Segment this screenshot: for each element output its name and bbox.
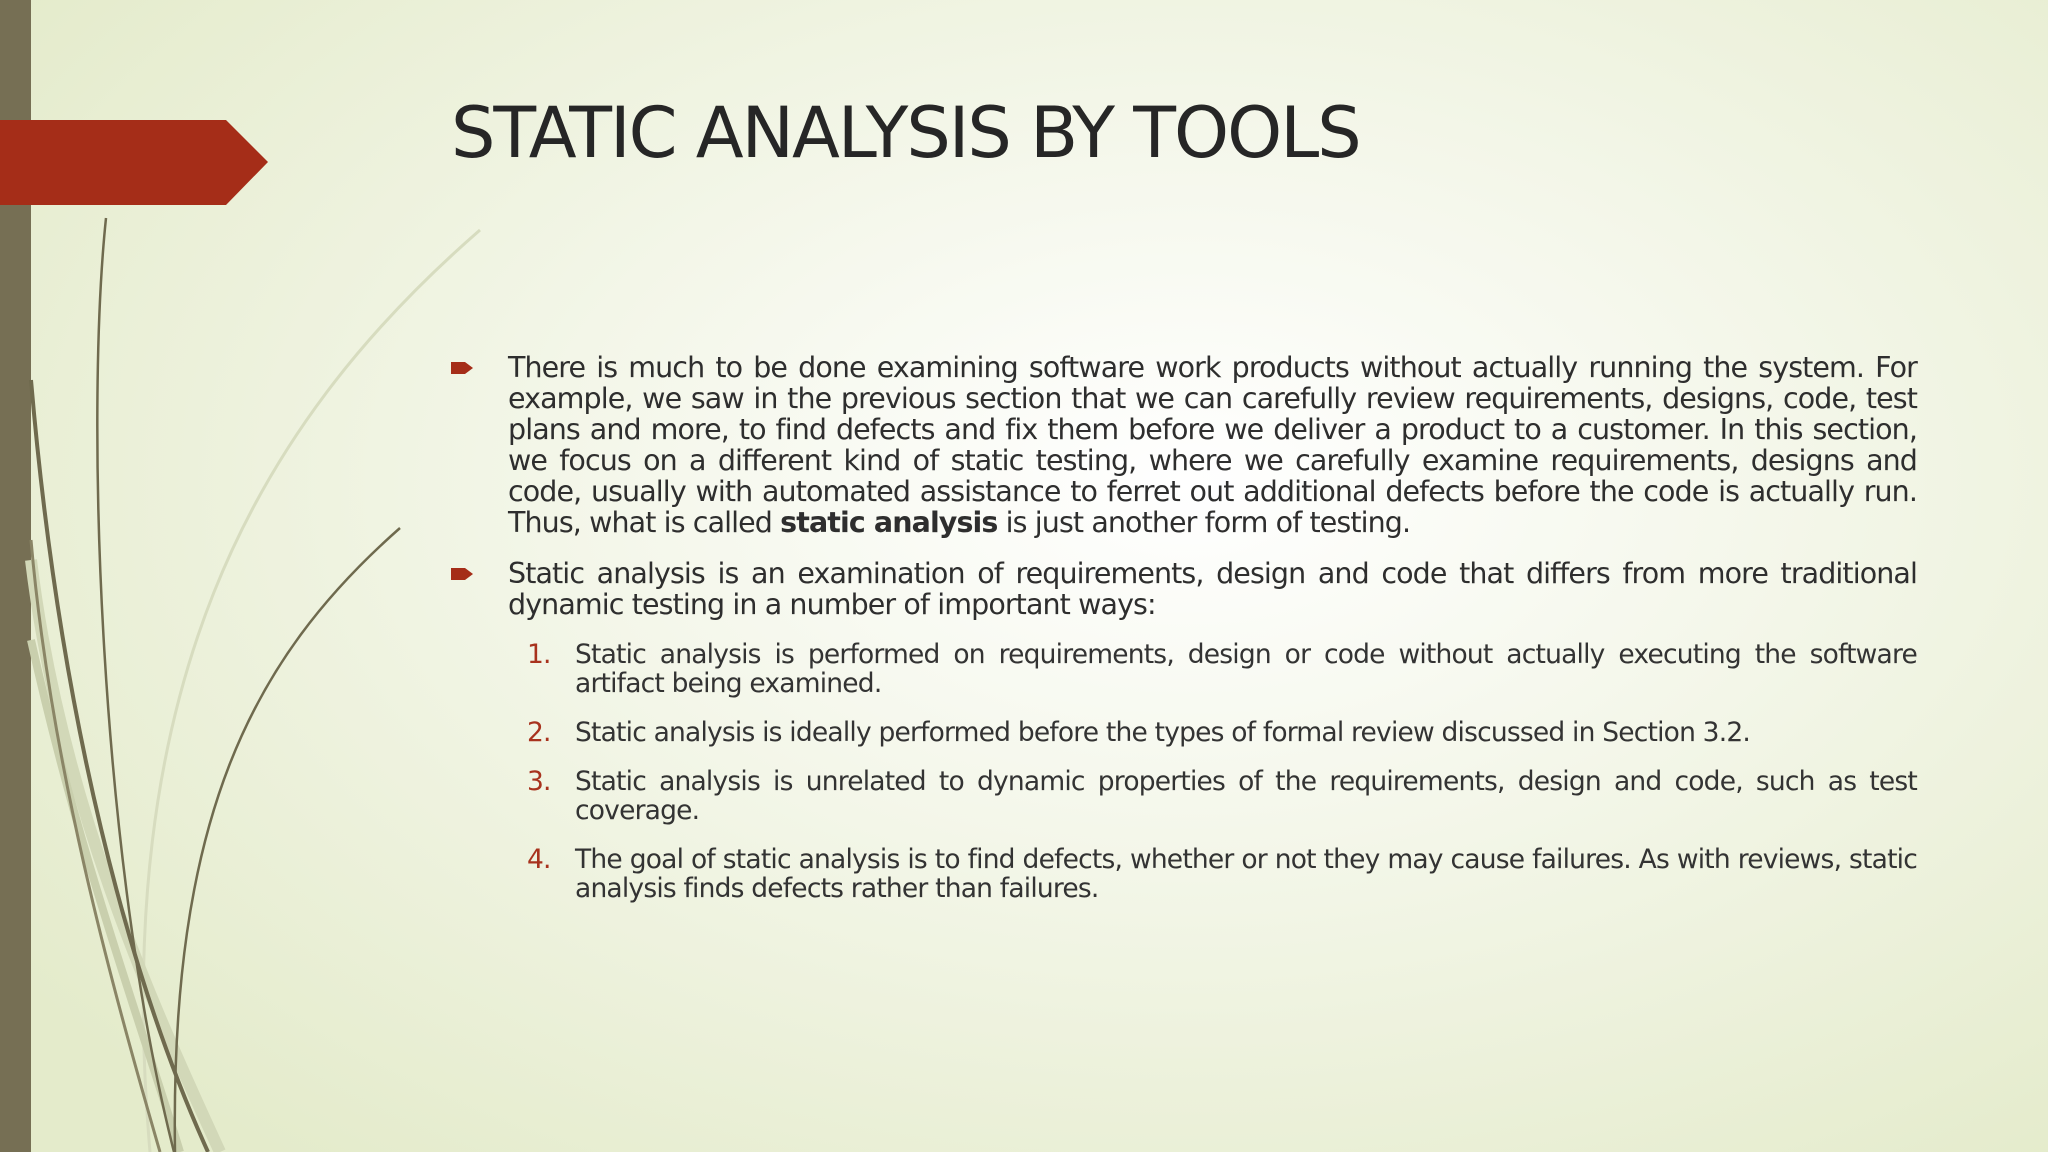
list-item (451, 640, 1917, 698)
list-item (451, 767, 1917, 825)
bullet-item (451, 352, 1917, 538)
numbered-list (451, 640, 1917, 903)
decorative-swooshes (0, 0, 520, 1152)
list-item-text: The goal of static analysis is to find defects, whether or not they may cause failures. As with reviews, static analysis finds defects rather than failures. (575, 844, 1917, 904)
list-item-text: Static analysis is unrelated to dynamic properties of the requirements, design and code, such as test coverage. (575, 766, 1917, 826)
arrow-bullet-icon (451, 567, 475, 581)
bullet-text: Static analysis is an examination of requirements, design and code that differs from more traditional dynamic testing in a number of important ways: (508, 557, 1917, 621)
list-item (451, 845, 1917, 903)
list-item-text: Static analysis is performed on requirements, design or code without actually executing the software artifact being examined. (575, 639, 1917, 699)
slide-body (451, 352, 1917, 923)
list-number: 2. (527, 717, 551, 748)
bullet-text-end: is just another form of testing. (997, 506, 1411, 539)
arrow-bullet-icon (451, 361, 475, 375)
list-item-text: Static analysis is ideally performed before the types of formal review discussed in Section 3.2. (575, 717, 1751, 748)
list-number: 1. (527, 639, 551, 670)
list-number: 3. (527, 766, 551, 797)
bullet-text: There is much to be done examining software work products without actually running the system. For example, we saw in the previous section that we can carefully review requirements, designs, code, test plans and more, to find defects and fix them before we deliver a product to a customer. In this section, we focus on a different kind of static testing, where we carefully examine requirements, designs and code, usually with automated assistance to ferret out additional defects before the code is actually run. Thus, what is called (508, 351, 1917, 539)
bullet-bold-term: static analysis (780, 506, 998, 539)
list-item (451, 718, 1917, 747)
accent-arrow-tab (0, 120, 268, 205)
bullet-item (451, 558, 1917, 620)
list-number: 4. (527, 844, 551, 875)
slide-title: STATIC ANALYSIS BY TOOLS (451, 92, 1360, 174)
